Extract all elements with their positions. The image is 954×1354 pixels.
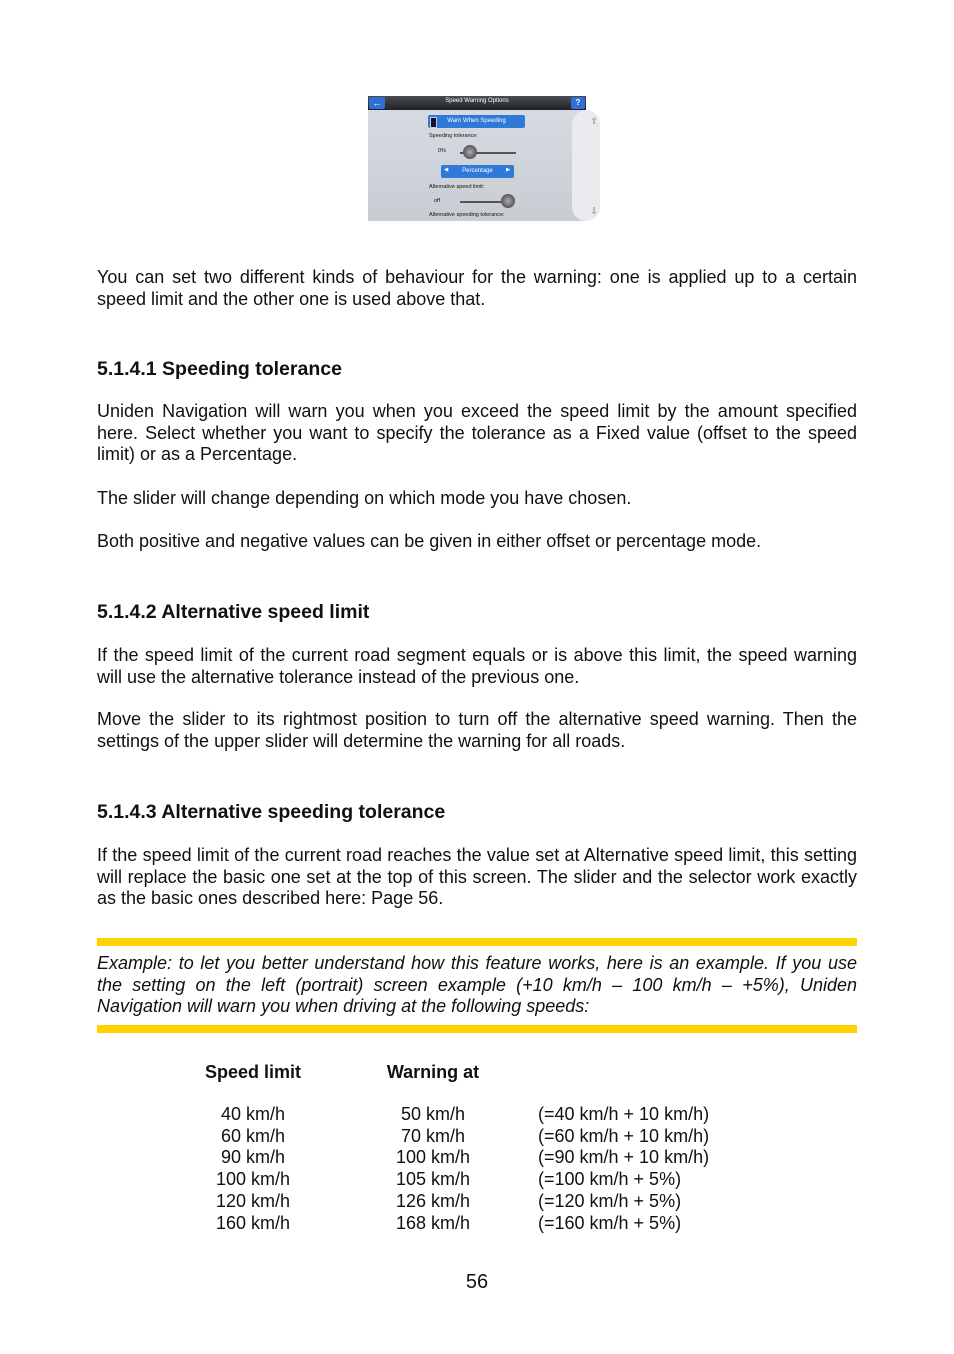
table-cell: 120 km/h bbox=[215, 1190, 291, 1211]
alt-speed-limit-slider-knob[interactable] bbox=[501, 194, 515, 208]
screenshot-titlebar bbox=[368, 96, 586, 110]
table-cell: 100 km/h bbox=[395, 1147, 471, 1168]
table-cell: 105 km/h bbox=[395, 1169, 471, 1190]
table-cell: 126 km/h bbox=[395, 1190, 471, 1211]
section-heading: 5.1.4.1 Speeding tolerance bbox=[97, 358, 342, 380]
paragraph: Uniden Navigation will warn you when you exceed the speed limit by the amount specified here. Select whether you want to specify the tolerance as a Fixed value (offset to the speed limit) or as a Percentage. bbox=[97, 401, 857, 465]
speeding-tolerance-slider-knob[interactable] bbox=[463, 145, 477, 159]
table-cell: 160 km/h bbox=[215, 1212, 291, 1233]
alt-speeding-tolerance-label: Alternative speeding tolerance: bbox=[429, 212, 505, 218]
table-header-speed-limit: Speed limit bbox=[204, 1062, 302, 1082]
warn-when-speeding-button[interactable]: Warn When Speeding bbox=[428, 115, 525, 128]
speed-warning-options-screenshot bbox=[368, 96, 598, 221]
speeding-tolerance-label: Speeding tolerance: bbox=[429, 133, 478, 139]
example-note: Example: to let you better understand how this feature works, here is an example. If you use the setting on the left (portrait) screen example (+10 km/h – 100 km/h – +5%), Uniden Navigation will warn you when driving at the following speeds: bbox=[97, 953, 857, 1017]
alt-speed-limit-value: off bbox=[434, 198, 441, 204]
scrollbar[interactable] bbox=[572, 110, 600, 221]
paragraph: If the speed limit of the current road reaches the value set at Alternative speed limit, this setting will replace the basic one set at the top of this screen. The slider and the selector work exactly as the basic ones described here: Page 56. bbox=[97, 845, 857, 909]
scroll-down-icon[interactable]: ⇩ bbox=[590, 206, 598, 216]
tolerance-mode-selector[interactable]: Percentage bbox=[441, 165, 514, 178]
screenshot-title: Speed Warning Options bbox=[445, 98, 509, 104]
paragraph: The slider will change depending on which mode you have chosen. bbox=[97, 488, 632, 508]
table-cell: (=120 km/h + 5%) bbox=[538, 1190, 682, 1211]
table-cell: (=40 km/h + 10 km/h) bbox=[538, 1104, 710, 1124]
selector-left-arrow-icon[interactable]: ◀ bbox=[444, 167, 449, 173]
table-cell: 100 km/h bbox=[215, 1169, 291, 1190]
table-cell: 168 km/h bbox=[395, 1212, 471, 1233]
table-cell: (=160 km/h + 5%) bbox=[538, 1212, 682, 1233]
highlight-bar-bottom bbox=[97, 1025, 857, 1033]
paragraph: Move the slider to its rightmost position to turn off the alternative speed warning. Then the settings of the upper slider will determine the warning for all roads. bbox=[97, 709, 857, 751]
section-heading: 5.1.4.2 Alternative speed limit bbox=[97, 601, 370, 623]
table-cell: 50 km/h bbox=[400, 1104, 466, 1124]
speed-limit-column bbox=[193, 1104, 313, 1234]
checkbox-icon[interactable] bbox=[430, 117, 437, 128]
intro-paragraph: You can set two different kinds of behaviour for the warning: one is applied up to a certain speed limit and the other one is used above that. bbox=[97, 267, 857, 309]
selector-right-arrow-icon[interactable]: ▶ bbox=[506, 167, 511, 173]
back-arrow-icon[interactable]: ← bbox=[369, 97, 385, 109]
section-heading: 5.1.4.3 Alternative speeding tolerance bbox=[97, 801, 446, 823]
alt-speed-limit-label: Alternative speed limit: bbox=[429, 184, 485, 190]
warning-at-column bbox=[372, 1104, 494, 1234]
table-cell: 60 km/h bbox=[220, 1125, 286, 1146]
paragraph: If the speed limit of the current road segment equals or is above this limit, the speed warning will use the alternative tolerance instead of the previous one. bbox=[97, 645, 857, 687]
table-header-warning-at: Warning at bbox=[386, 1062, 480, 1082]
table-cell: 90 km/h bbox=[220, 1147, 286, 1168]
table-cell: 40 km/h bbox=[220, 1104, 286, 1124]
speeding-tolerance-value: 0% bbox=[438, 148, 446, 154]
calculation-column bbox=[538, 1104, 798, 1234]
page-number: 56 bbox=[465, 1271, 489, 1293]
highlight-bar-top bbox=[97, 938, 857, 946]
scroll-up-icon[interactable]: ⇧ bbox=[590, 116, 598, 126]
paragraph: Both positive and negative values can be given in either offset or percentage mode. bbox=[97, 531, 762, 551]
table-cell: (=100 km/h + 5%) bbox=[538, 1169, 682, 1190]
table-cell: (=90 km/h + 10 km/h) bbox=[538, 1147, 710, 1168]
table-cell: 70 km/h bbox=[400, 1125, 466, 1146]
help-button[interactable]: ? bbox=[571, 97, 585, 109]
table-cell: (=60 km/h + 10 km/h) bbox=[538, 1125, 710, 1146]
